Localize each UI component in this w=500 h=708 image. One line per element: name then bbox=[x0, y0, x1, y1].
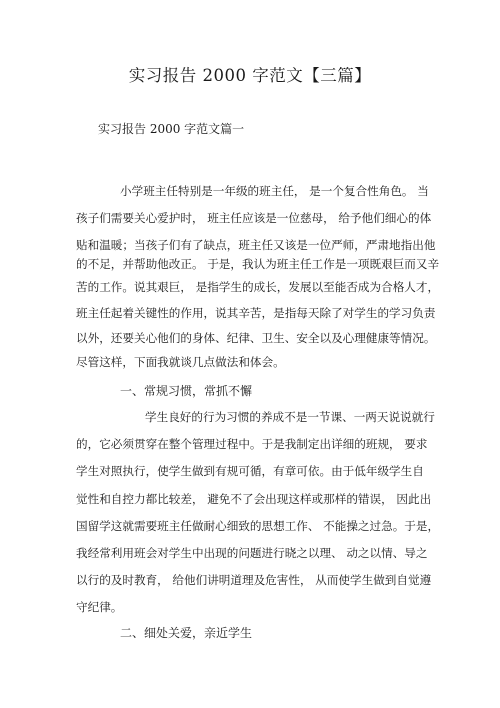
paragraph-line: 的不足，并帮助他改正。 于是，我认为班主任工作是一项既艰巨而又辛 bbox=[76, 257, 440, 271]
paragraph-line: 学生良好的行为习惯的养成不是一节课、一两天说说就行 bbox=[145, 410, 435, 424]
paragraph-line: 以外，还要关心他们的身体、纪律、卫生、安全以及心理健康等情况。 bbox=[76, 331, 436, 345]
paragraph-line: 的，它必须贯穿在整个管理过程中。于是我制定出详细的班规， 要求 bbox=[76, 437, 428, 451]
paragraph-line: 我经常利用班会对学生中出现的问题进行晓之以理、 动之以情、导之 bbox=[76, 546, 428, 560]
paragraph-line: 苦的工作。说其艰巨， 是指学生的成长，发展以至能否成为合格人才， bbox=[76, 280, 440, 294]
section-heading: 二、细处关爱，亲近学生 bbox=[120, 626, 253, 640]
document-title: 实习报告 2000 字范文【三篇】 bbox=[128, 66, 372, 85]
section-subtitle: 实习报告 2000 字范文篇一 bbox=[98, 122, 245, 136]
paragraph-line: 以行的及时教育， 给他们讲明道理及危害性， 从而使学生做到自觉遵 bbox=[76, 573, 432, 587]
paragraph-line: 贴和温暖；当孩子们有了缺点，班主任又该是一位严师，严肃地指出他 bbox=[76, 238, 436, 252]
paragraph-line: 觉性和自控力都比较差， 避免不了会出现这样或那样的错误， 因此出 bbox=[76, 492, 432, 506]
paragraph-line: 班主任起着关键性的作用，说其辛苦，是指每天除了对学生的学习负责 bbox=[76, 306, 436, 320]
paragraph-line: 学生对照执行，使学生做到有规可循，有章可依。由于低年级学生自 bbox=[76, 464, 424, 478]
paragraph-line: 守纪律。 bbox=[76, 600, 123, 614]
paragraph-line: 小学班主任特别是一年级的班主任， 是一个复合性角色。 当 bbox=[120, 184, 429, 198]
section-heading: 一、常规习惯，常抓不懈 bbox=[120, 384, 253, 398]
paragraph-line: 孩子们需要关心爱护时， 班主任应该是一位慈母， 给予他们细心的体 bbox=[76, 211, 432, 225]
paragraph-line: 尽管这样，下面我就谈几点做法和体会。 bbox=[76, 355, 285, 369]
paragraph-line: 国留学这就需要班主任做耐心细致的思想工作、 不能操之过急。于是， bbox=[76, 519, 440, 533]
